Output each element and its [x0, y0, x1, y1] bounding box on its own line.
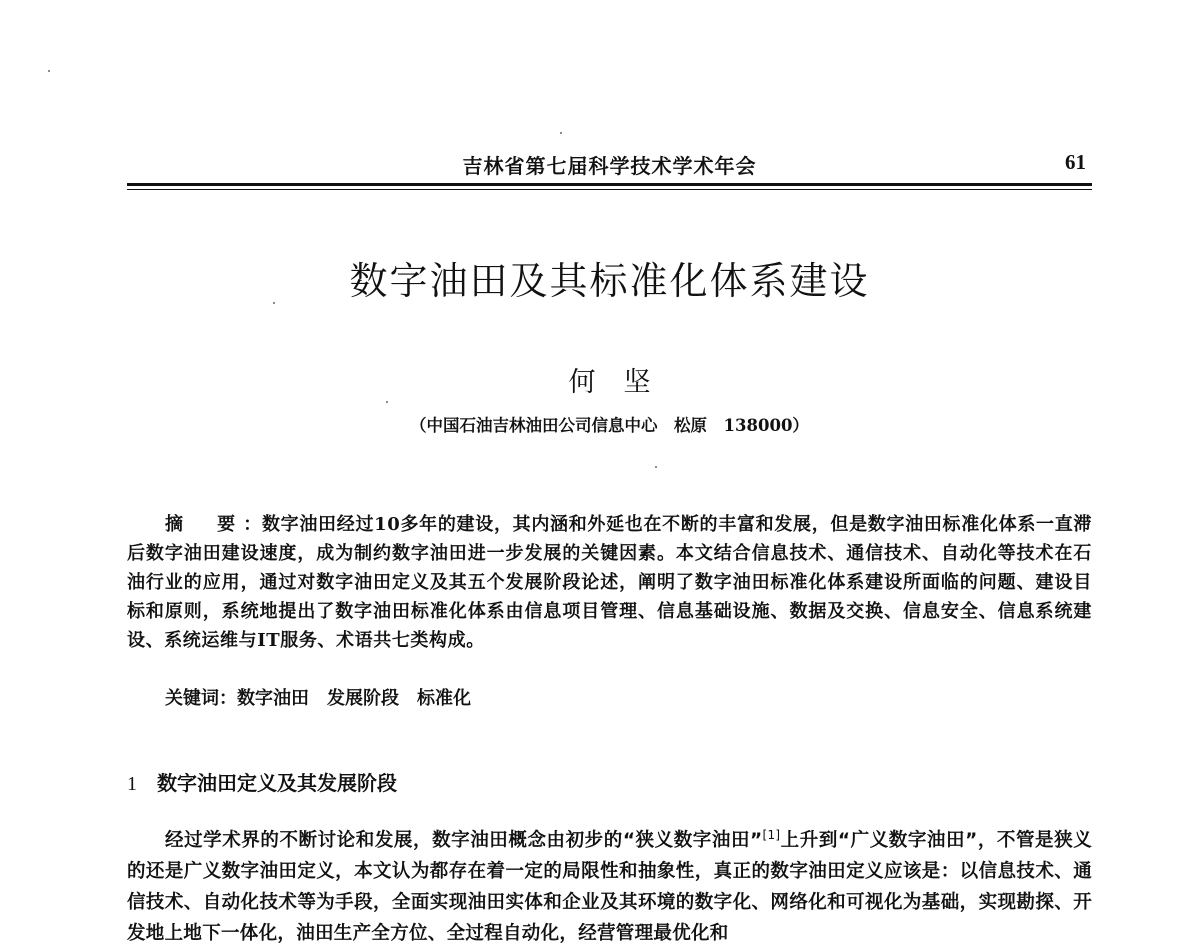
body-text-part2: 上升到“广义数字油田”，不管是狭义的还是广义数字油田定义，本文认为都存在着一定的局限性和抽象性，真正的数字油田定义应该是：以信息技术、通信技术、自动化技术等为手段，全面实现油田实体和企业及其环境的数字化、网络化和可视化为基础，实现勘探、开发地上地下一体化，油田生产全方位、全过程自动化，经营管理最优化和 — [127, 830, 1093, 945]
section-title: 数字油田定义及其发展阶段 — [157, 771, 397, 795]
keywords-text: 数字油田 发展阶段 标准化 — [237, 688, 471, 709]
page-number: 61 — [1065, 150, 1086, 174]
section-number: 1 — [127, 773, 137, 795]
scan-speck — [273, 302, 275, 304]
conference-name: 吉林省第七届科学技术学术年会 — [462, 154, 757, 178]
section-heading — [127, 767, 1092, 796]
abstract-label: 摘 要 — [165, 514, 244, 535]
keywords-label: 关键词： — [165, 688, 237, 709]
running-header — [127, 150, 1092, 180]
author-affiliation: （中国石油吉林油田公司信息中心 松原 138000） — [410, 416, 809, 435]
abstract-label-colon: ： — [243, 514, 262, 535]
citation-ref: [1] — [762, 828, 781, 842]
keywords — [165, 684, 1085, 710]
body-paragraph — [127, 820, 1092, 949]
scan-speck — [48, 70, 50, 72]
scan-speck — [386, 401, 388, 403]
abstract — [127, 510, 1092, 655]
header-rule-thin — [127, 189, 1092, 190]
author-name: 何坚 — [568, 367, 679, 398]
header-rule-thick — [127, 183, 1092, 186]
scan-speck — [655, 466, 657, 468]
paper-title: 数字油田及其标准化体系建设 — [349, 259, 870, 303]
scan-speck — [560, 132, 562, 134]
abstract-text: 数字油田经过10多年的建设，其内涵和外延也在不断的丰富和发展，但是数字油田标准化体系一直滞后数字油田建设速度，成为制约数字油田进一步发展的关键因素。本文结合信息技术、通信技术、自动化等技术在石油行业的应用，通过对数字油田定义及其五个发展阶段论述，阐明了数字油田标准化体系建设所面临的问题、建设目标和原则，系统地提出了数字油田标准化体系由信息项目管理、信息基础设施、数据及交换、信息安全、信息系统建设、系统运维与IT服务、术语共七类构成。 — [127, 514, 1093, 651]
body-text-part1: 经过学术界的不断讨论和发展，数字油田概念由初步的“狭义数字油田” — [165, 830, 763, 852]
